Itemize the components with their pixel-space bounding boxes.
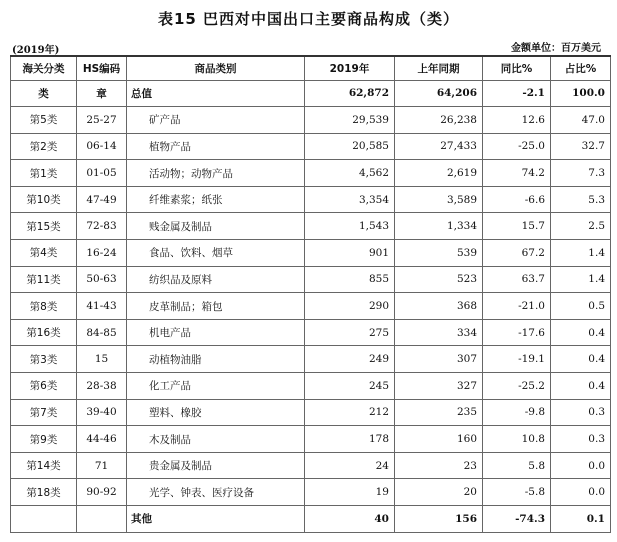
cell-share: 0.4: [551, 319, 611, 346]
cell-prev-year-value: 307: [395, 346, 483, 373]
col-header-share: 占比%: [551, 56, 611, 80]
cell-hs-code: 28-38: [77, 373, 127, 400]
cell-share: 32.7: [551, 133, 611, 160]
cell-hs-code: 71: [77, 452, 127, 479]
cell-hs-code: 15: [77, 346, 127, 373]
cell-share: 47.0: [551, 107, 611, 134]
cell-category: 其他: [127, 506, 305, 533]
cell-share: 2.5: [551, 213, 611, 240]
table-row: [11, 346, 611, 373]
cell-customs-class: 第9类: [11, 426, 77, 453]
cell-customs-class: 第4类: [11, 240, 77, 267]
cell-hs-code: 16-24: [77, 240, 127, 267]
cell-2019-value: 178: [305, 426, 395, 453]
table-row: [11, 479, 611, 506]
cell-hs-code: 39-40: [77, 399, 127, 426]
cell-prev-year-value: 368: [395, 293, 483, 320]
export-composition-table: [10, 55, 611, 533]
cell-yoy: -25.2: [483, 373, 551, 400]
cell-yoy: -19.1: [483, 346, 551, 373]
cell-share: 0.4: [551, 346, 611, 373]
cell-category: 食品、饮料、烟草: [127, 240, 305, 267]
table-row: [11, 133, 611, 160]
cell-prev-year-value: 64,206: [395, 80, 483, 107]
cell-category: 矿产品: [127, 107, 305, 134]
cell-customs-class: 第1类: [11, 160, 77, 187]
cell-prev-year-value: 327: [395, 373, 483, 400]
cell-yoy: -17.6: [483, 319, 551, 346]
cell-customs-class: 第3类: [11, 346, 77, 373]
cell-hs-code: 41-43: [77, 293, 127, 320]
cell-hs-code: 06-14: [77, 133, 127, 160]
table-row: [11, 240, 611, 267]
cell-category: 动植物油脂: [127, 346, 305, 373]
cell-share: 0.0: [551, 452, 611, 479]
cell-category: 植物产品: [127, 133, 305, 160]
cell-category: 塑料、橡胶: [127, 399, 305, 426]
cell-2019-value: 245: [305, 373, 395, 400]
cell-prev-year-value: 523: [395, 266, 483, 293]
table-row: [11, 373, 611, 400]
cell-category: 贵金属及制品: [127, 452, 305, 479]
table-row: [11, 186, 611, 213]
table-row: [11, 80, 611, 107]
cell-share: 0.3: [551, 399, 611, 426]
cell-customs-class: 类: [11, 80, 77, 107]
cell-prev-year-value: 20: [395, 479, 483, 506]
cell-customs-class: 第14类: [11, 452, 77, 479]
cell-category: 纺织品及原料: [127, 266, 305, 293]
cell-yoy: -21.0: [483, 293, 551, 320]
cell-2019-value: 249: [305, 346, 395, 373]
cell-yoy: 10.8: [483, 426, 551, 453]
cell-yoy: 63.7: [483, 266, 551, 293]
cell-customs-class: 第8类: [11, 293, 77, 320]
cell-prev-year-value: 156: [395, 506, 483, 533]
table-row: [11, 452, 611, 479]
cell-category: 活动物；动物产品: [127, 160, 305, 187]
cell-category: 化工产品: [127, 373, 305, 400]
cell-share: 0.4: [551, 373, 611, 400]
cell-yoy: 67.2: [483, 240, 551, 267]
cell-2019-value: 40: [305, 506, 395, 533]
cell-customs-class: 第5类: [11, 107, 77, 134]
cell-yoy: 74.2: [483, 160, 551, 187]
col-header-yoy: 同比%: [483, 56, 551, 80]
cell-category: 木及制品: [127, 426, 305, 453]
header-row: [11, 56, 611, 80]
cell-share: 0.5: [551, 293, 611, 320]
cell-category: 机电产品: [127, 319, 305, 346]
cell-2019-value: 20,585: [305, 133, 395, 160]
cell-yoy: -6.6: [483, 186, 551, 213]
cell-2019-value: 24: [305, 452, 395, 479]
cell-share: 5.3: [551, 186, 611, 213]
col-header-customs-class: 海关分类: [11, 56, 77, 80]
col-header-prev-year: 上年同期: [395, 56, 483, 80]
col-header-category: 商品类别: [127, 56, 305, 80]
cell-customs-class: 第15类: [11, 213, 77, 240]
cell-customs-class: 第7类: [11, 399, 77, 426]
cell-prev-year-value: 235: [395, 399, 483, 426]
cell-category: 贱金属及制品: [127, 213, 305, 240]
cell-2019-value: 19: [305, 479, 395, 506]
cell-hs-code: 章: [77, 80, 127, 107]
cell-customs-class: 第2类: [11, 133, 77, 160]
cell-customs-class: 第11类: [11, 266, 77, 293]
cell-share: 100.0: [551, 80, 611, 107]
year-note: (2019年): [12, 45, 60, 56]
cell-yoy: -2.1: [483, 80, 551, 107]
cell-share: 0.0: [551, 479, 611, 506]
cell-share: 1.4: [551, 266, 611, 293]
cell-customs-class: [11, 506, 77, 533]
cell-2019-value: 62,872: [305, 80, 395, 107]
cell-customs-class: 第18类: [11, 479, 77, 506]
col-header-hs-code: HS编码: [77, 56, 127, 80]
cell-hs-code: 72-83: [77, 213, 127, 240]
cell-prev-year-value: 1,334: [395, 213, 483, 240]
cell-category: 纤维素浆；纸张: [127, 186, 305, 213]
table-row: [11, 266, 611, 293]
table-row: [11, 399, 611, 426]
cell-prev-year-value: 160: [395, 426, 483, 453]
table-body: [11, 80, 611, 532]
cell-yoy: -74.3: [483, 506, 551, 533]
col-header-2019: 2019年: [305, 56, 395, 80]
table-row: [11, 319, 611, 346]
cell-prev-year-value: 27,433: [395, 133, 483, 160]
cell-yoy: -5.8: [483, 479, 551, 506]
cell-2019-value: 4,562: [305, 160, 395, 187]
cell-2019-value: 901: [305, 240, 395, 267]
cell-prev-year-value: 23: [395, 452, 483, 479]
cell-2019-value: 212: [305, 399, 395, 426]
cell-prev-year-value: 26,238: [395, 107, 483, 134]
cell-hs-code: 01-05: [77, 160, 127, 187]
cell-yoy: 12.6: [483, 107, 551, 134]
unit-note: 金额单位：百万美元: [511, 43, 601, 54]
cell-yoy: 15.7: [483, 213, 551, 240]
cell-2019-value: 855: [305, 266, 395, 293]
cell-prev-year-value: 3,589: [395, 186, 483, 213]
cell-yoy: 5.8: [483, 452, 551, 479]
cell-2019-value: 1,543: [305, 213, 395, 240]
table-row: [11, 107, 611, 134]
cell-share: 0.3: [551, 426, 611, 453]
cell-customs-class: 第10类: [11, 186, 77, 213]
cell-2019-value: 290: [305, 293, 395, 320]
table-row: [11, 160, 611, 187]
cell-share: 7.3: [551, 160, 611, 187]
cell-customs-class: 第6类: [11, 373, 77, 400]
cell-prev-year-value: 334: [395, 319, 483, 346]
cell-category: 皮革制品；箱包: [127, 293, 305, 320]
cell-2019-value: 3,354: [305, 186, 395, 213]
cell-yoy: -25.0: [483, 133, 551, 160]
cell-hs-code: 84-85: [77, 319, 127, 346]
cell-yoy: -9.8: [483, 399, 551, 426]
cell-prev-year-value: 539: [395, 240, 483, 267]
cell-hs-code: 90-92: [77, 479, 127, 506]
table-row: [11, 506, 611, 533]
cell-hs-code: 25-27: [77, 107, 127, 134]
cell-share: 0.1: [551, 506, 611, 533]
cell-category: 光学、钟表、医疗设备: [127, 479, 305, 506]
table-title: 表15 巴西对中国出口主要商品构成（类）: [157, 10, 460, 28]
cell-share: 1.4: [551, 240, 611, 267]
cell-hs-code: 50-63: [77, 266, 127, 293]
cell-hs-code: 47-49: [77, 186, 127, 213]
cell-customs-class: 第16类: [11, 319, 77, 346]
cell-hs-code: [77, 506, 127, 533]
table-row: [11, 293, 611, 320]
table-row: [11, 426, 611, 453]
cell-2019-value: 275: [305, 319, 395, 346]
cell-category: 总值: [127, 80, 305, 107]
table-row: [11, 213, 611, 240]
cell-hs-code: 44-46: [77, 426, 127, 453]
cell-prev-year-value: 2,619: [395, 160, 483, 187]
cell-2019-value: 29,539: [305, 107, 395, 134]
